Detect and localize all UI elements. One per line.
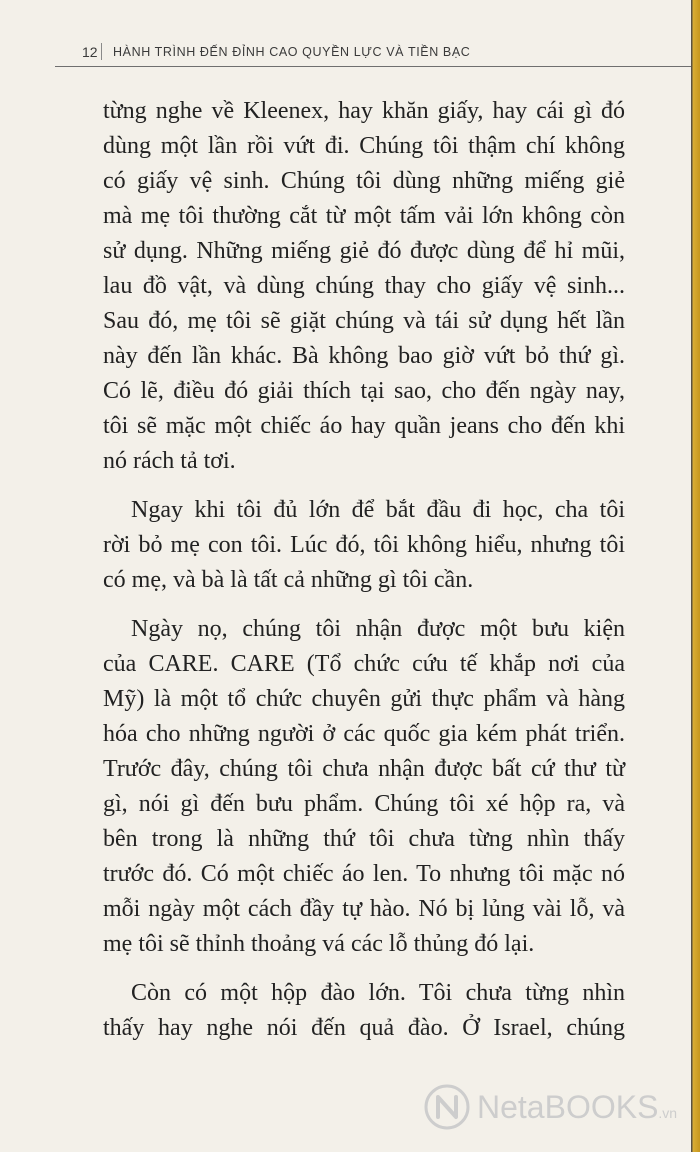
text-line: dùng một lần rồi vứt đi. Chúng tôi thậm chí không <box>103 133 625 159</box>
text-line: Ngày nọ, chúng tôi nhận được một bưu kiện <box>131 616 625 642</box>
header-separator <box>101 43 102 60</box>
text-line: Mỹ) là một tổ chức chuyên gửi thực phẩm và hàng <box>103 686 625 712</box>
watermark <box>477 1087 677 1133</box>
paragraph <box>103 976 625 1046</box>
text-line: lau đồ vật, và dùng chúng thay cho giấy vệ sinh... <box>103 273 625 299</box>
text-line: Còn có một hộp đào lớn. Tôi chưa từng nhìn <box>131 980 625 1006</box>
text-line: mỗi ngày một cách đầy tự hào. Nó bị lủng vài lỗ, và <box>103 896 625 922</box>
text-line: hóa cho những người ở các quốc gia kém phát triển. <box>103 721 625 747</box>
paragraph <box>103 94 625 479</box>
watermark-name: NetaBOOKS <box>477 1089 659 1125</box>
text-line: có giấy vệ sinh. Chúng tôi dùng những miếng giẻ <box>103 168 625 194</box>
text-line: sử dụng. Những miếng giẻ đó được dùng để hỉ mũi, <box>103 238 625 264</box>
text-line: Trước đây, chúng tôi chưa nhận được bất cứ thư từ <box>103 756 625 782</box>
running-title: HÀNH TRÌNH ĐẾN ĐỈNH CAO QUYỀN LỰC VÀ TIỀN BẠC <box>113 45 471 59</box>
text-line: mẹ tôi sẽ thỉnh thoảng vá các lỗ thủng đó lại. <box>103 931 535 957</box>
text-line: gì, nói gì đến bưu phẩm. Chúng tôi xé hộp ra, và <box>103 791 625 817</box>
text-line: nó rách tả tơi. <box>103 448 236 474</box>
text-line: mà mẹ tôi thường cắt từ một tấm vải lớn không còn <box>103 203 625 229</box>
text-line: Ngay khi tôi đủ lớn để bắt đầu đi học, cha tôi <box>131 497 625 523</box>
book-edge <box>691 0 700 1152</box>
text-line: Có lẽ, điều đó giải thích tại sao, cho đến ngày nay, <box>103 378 625 404</box>
page-number: 12 <box>82 44 98 60</box>
netabooks-logo-icon <box>423 1083 471 1131</box>
text-line: thấy hay nghe nói đến quả đào. Ở Israel, chúng <box>103 1015 625 1041</box>
watermark-suffix: .vn <box>658 1105 678 1121</box>
text-line: trước đó. Có một chiếc áo len. To nhưng tôi mặc nó <box>103 861 625 887</box>
text-line: bên trong là những thứ tôi chưa từng nhìn thấy <box>103 826 625 852</box>
text-line: rời bỏ mẹ con tôi. Lúc đó, tôi không hiểu, nhưng tôi <box>103 532 625 558</box>
text-line: từng nghe về Kleenex, hay khăn giấy, hay cái gì đó <box>103 98 625 124</box>
body-text <box>103 94 625 1060</box>
text-line: tôi sẽ mặc một chiếc áo hay quần jeans cho đến khi <box>103 413 625 439</box>
paragraph <box>103 612 625 962</box>
paragraph <box>103 493 625 598</box>
header-rule <box>55 66 691 67</box>
text-line: này đến lần khác. Bà không bao giờ vứt bỏ thứ gì. <box>103 343 625 369</box>
text-line: Sau đó, mẹ tôi sẽ giặt chúng và tái sử dụng hết lần <box>103 308 625 334</box>
text-line: có mẹ, và bà là tất cả những gì tôi cần. <box>103 567 474 593</box>
text-line: của CARE. CARE (Tổ chức cứu tế khắp nơi của <box>103 651 625 677</box>
